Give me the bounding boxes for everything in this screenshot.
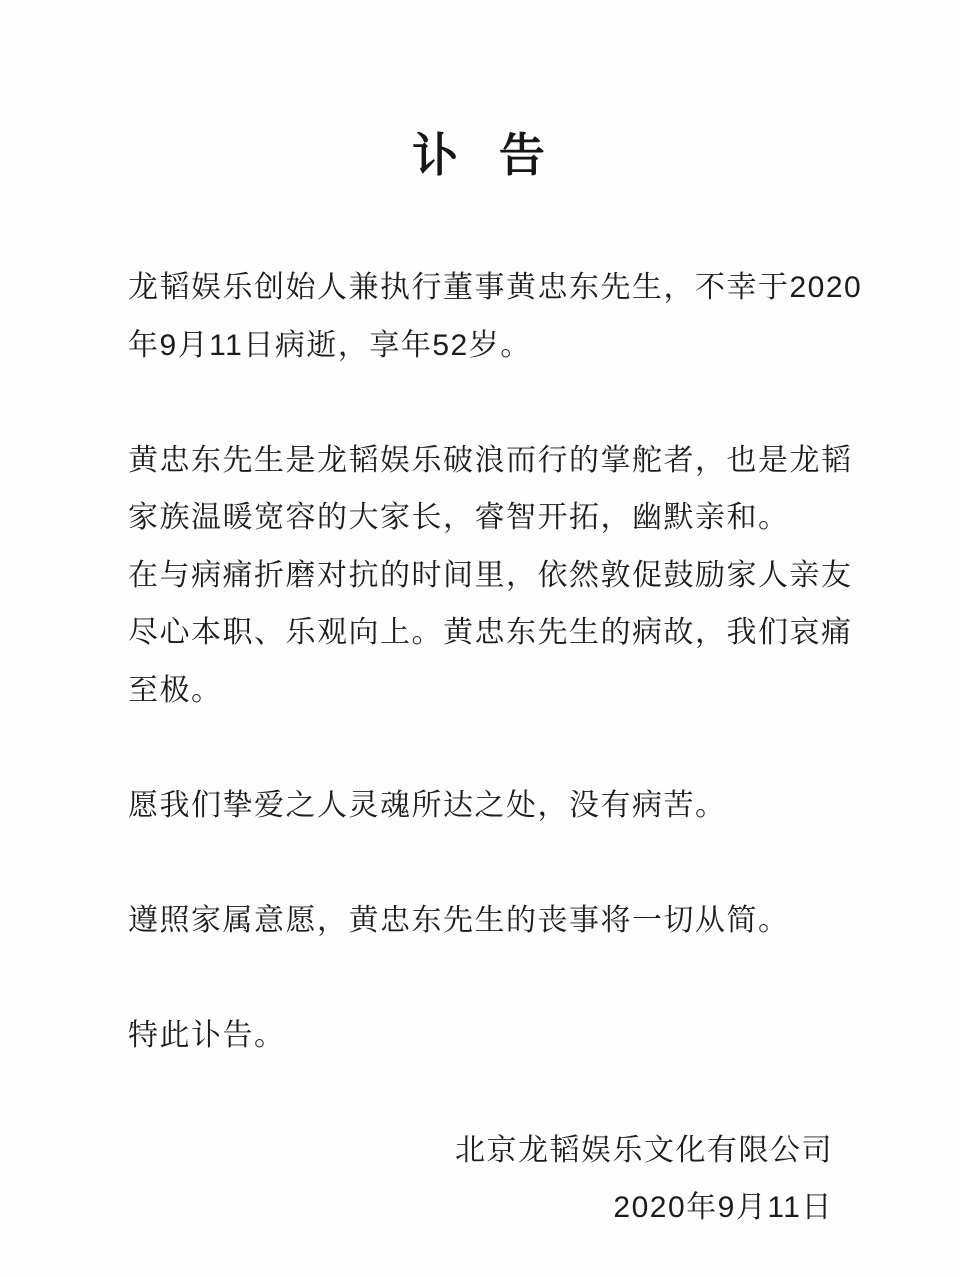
paragraph-2-line-4: 尽心本职、乐观向上。黄忠东先生的病故，我们哀痛 [128,616,853,649]
paragraph-3-line-1: 愿我们挚爱之人灵魂所达之处，没有病苦。 [128,788,727,822]
paragraph-gap [128,374,833,432]
signature-gap [128,1064,833,1122]
paragraph-gap [128,719,833,777]
paragraph-2-line-3: 在与病痛折磨对抗的时间里，依然敦促鼓励家人亲友 [128,558,853,592]
paragraph-gap [128,949,833,1007]
paragraph-2-line-1: 黄忠东先生是龙韬娱乐破浪而行的掌舵者，也是龙韬 [128,443,853,477]
paragraph-2-line-5: 至极。 [128,673,223,707]
signature-company: 北京龙韬娱乐文化有限公司 [455,1133,833,1167]
signature-date: 2020年9月11日 [613,1191,833,1224]
notice-title: 讣 告 [412,129,548,181]
paragraph-1-line-1: 龙韬娱乐创始人兼执行董事黄忠东先生，不幸于2020 [128,271,863,304]
closing-statement: 特此讣告。 [128,1018,286,1052]
paragraph-2-line-2: 家族温暖宽容的大家长，睿智开拓，幽默亲和。 [128,501,790,534]
paragraph-gap [128,834,833,892]
notice-header [0,0,960,182]
notice-body [0,259,960,1237]
paragraph-1-line-2: 年9月11日病逝，享年52岁。 [128,328,532,362]
paragraph-4-line-1: 遵照家属意愿，黄忠东先生的丧事将一切从简。 [128,903,790,937]
